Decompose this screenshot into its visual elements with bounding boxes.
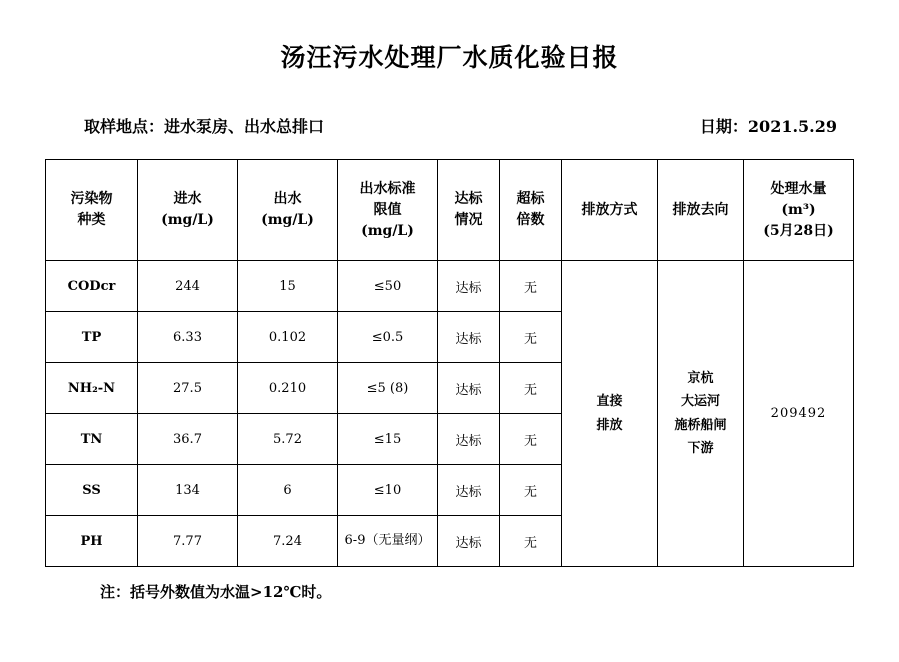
row-standard: ≤5 (8)	[338, 363, 438, 414]
row-compliance: 达标	[438, 261, 500, 312]
header-standard-line1: 出水标准	[359, 180, 416, 197]
row-compliance: 达标	[438, 363, 500, 414]
row-pollutant-name: TP	[46, 312, 138, 363]
discharge-dest-line4: 下游	[687, 440, 714, 456]
discharge-dest-line1: 京杭	[687, 370, 714, 386]
header-treated-line3: (5月28日)	[763, 222, 834, 239]
header-discharge-destination: 排放去向	[658, 160, 744, 261]
header-influent-line2: (mg/L)	[161, 212, 214, 228]
row-effluent: 15	[238, 261, 338, 312]
table-row	[46, 261, 854, 312]
row-standard: ≤50	[338, 261, 438, 312]
row-exceed: 无	[500, 261, 562, 312]
header-effluent	[238, 160, 338, 261]
row-effluent: 6	[238, 465, 338, 516]
header-treated-line1: 处理水量	[770, 180, 827, 197]
row-compliance: 达标	[438, 312, 500, 363]
row-exceed: 无	[500, 414, 562, 465]
row-influent: 7.77	[138, 516, 238, 567]
header-compliance-line1: 达标	[454, 191, 483, 207]
row-pollutant-name: NH₂-N	[46, 363, 138, 414]
row-exceed: 无	[500, 312, 562, 363]
header-influent	[138, 160, 238, 261]
header-pollutant-line2: 种类	[77, 212, 106, 228]
discharge-dest-line2: 大运河	[680, 394, 720, 410]
discharge-destination-value	[658, 261, 744, 567]
report-date: 日期：2021.5.29	[699, 117, 837, 136]
row-pollutant-name: SS	[46, 465, 138, 516]
row-effluent: 0.102	[238, 312, 338, 363]
row-effluent: 7.24	[238, 516, 338, 567]
row-exceed: 无	[500, 465, 562, 516]
discharge-mode-value	[562, 261, 658, 567]
header-exceed-line1: 超标	[516, 191, 545, 207]
header-exceed-multiple	[500, 160, 562, 261]
header-pollutant-line1: 污染物	[70, 191, 113, 207]
header-standard-limit	[338, 160, 438, 261]
row-influent: 134	[138, 465, 238, 516]
row-pollutant-name: CODcr	[46, 261, 138, 312]
header-compliance-line2: 情况	[454, 212, 483, 228]
row-pollutant-name: TN	[46, 414, 138, 465]
report-page	[0, 38, 899, 662]
header-pollutant	[46, 160, 138, 261]
row-standard: ≤0.5	[338, 312, 438, 363]
row-compliance: 达标	[438, 516, 500, 567]
sampling-location: 取样地点：进水泵房、出水总排口	[84, 117, 325, 136]
row-standard: ≤15	[338, 414, 438, 465]
treated-volume-value: 209492	[744, 261, 854, 567]
header-standard-line3: (mg/L)	[361, 222, 414, 239]
header-effluent-line1: 出水	[273, 191, 302, 207]
row-effluent: 0.210	[238, 363, 338, 414]
row-effluent: 5.72	[238, 414, 338, 465]
row-standard: 6-9（无量纲）	[338, 516, 438, 567]
row-influent: 6.33	[138, 312, 238, 363]
row-standard: ≤10	[338, 465, 438, 516]
page-title: 汤汪污水处理厂水质化验日报	[280, 43, 619, 72]
row-influent: 36.7	[138, 414, 238, 465]
header-standard-line2: 限值	[373, 201, 402, 218]
header-effluent-line2: (mg/L)	[261, 212, 314, 228]
footnote: 注：括号外数值为水温>12℃时。	[100, 583, 332, 601]
row-exceed: 无	[500, 516, 562, 567]
water-quality-table	[45, 159, 854, 567]
meta-row	[84, 114, 837, 137]
row-influent: 244	[138, 261, 238, 312]
row-compliance: 达标	[438, 414, 500, 465]
row-exceed: 无	[500, 363, 562, 414]
discharge-mode-line1: 直接	[596, 394, 623, 410]
header-discharge-mode: 排放方式	[562, 160, 658, 261]
row-influent: 27.5	[138, 363, 238, 414]
header-exceed-line2: 倍数	[516, 212, 545, 228]
discharge-mode-line2: 排放	[596, 417, 623, 433]
discharge-dest-line3: 施桥船闸	[674, 417, 727, 433]
header-treated-line2: (m³)	[781, 201, 816, 218]
header-compliance	[438, 160, 500, 261]
table-header-row	[46, 160, 854, 261]
row-compliance: 达标	[438, 465, 500, 516]
header-treated-volume	[744, 160, 854, 261]
header-influent-line1: 进水	[173, 191, 202, 207]
row-pollutant-name: PH	[46, 516, 138, 567]
